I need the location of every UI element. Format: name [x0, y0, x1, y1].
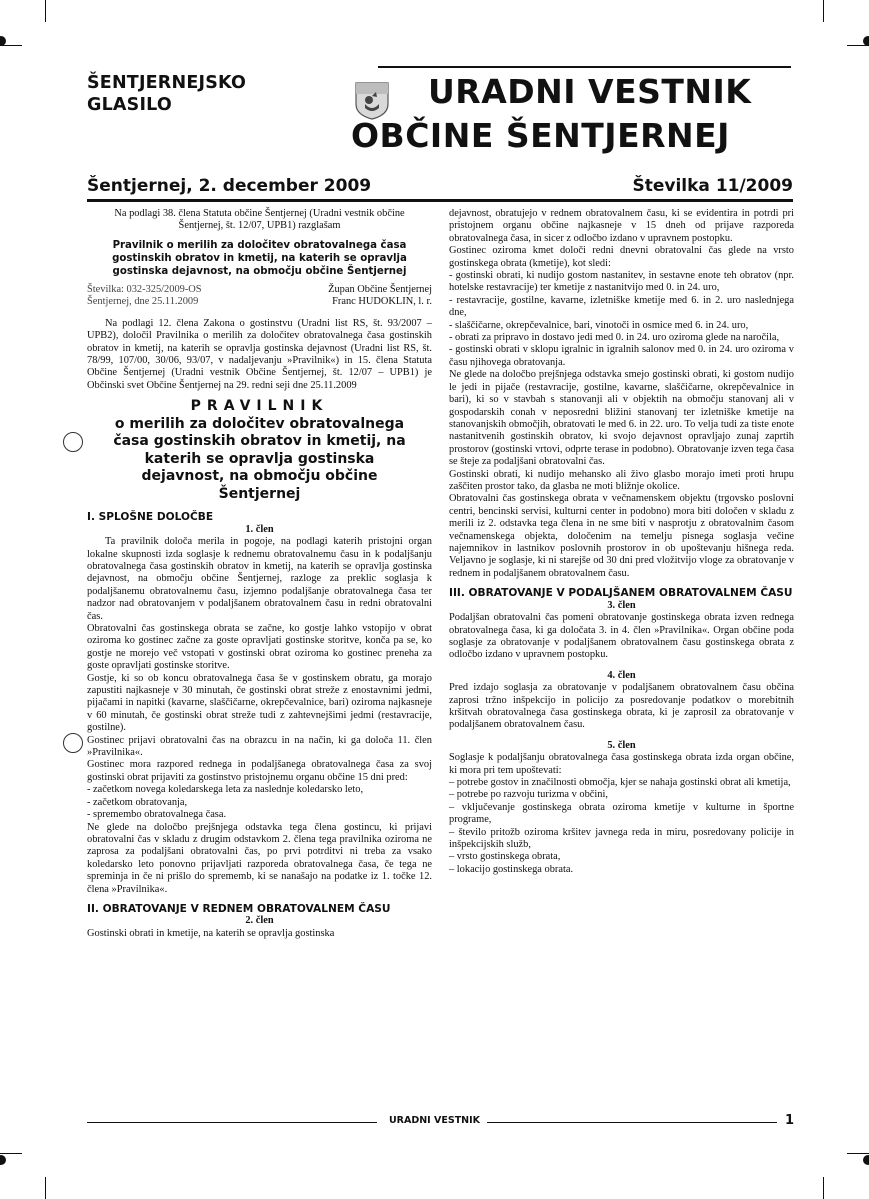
- article-paragraph: Soglasje k podaljšanju obratovalnega časa gostinskega obrata izda organ občine, ki mora pri tem upoštevati:: [449, 752, 794, 776]
- intro-paragraph: Na podlagi 38. člena Statuta občine Šentjernej (Uradni vestnik občine Šentjernej, št. 12/07, UPB1) razglašam: [114, 208, 405, 232]
- issue-number: Številka 11/2009: [632, 176, 793, 196]
- coat-of-arms-icon: [355, 82, 389, 120]
- article-paragraph: Ne glede na določbo prejšnjega odstavka tega člena gostincu, ki prijavi obratovalni čas v skladu z drugim odstavkom 2. člena tega pravilnika oziroma ne zaprosa za podaljšani obratovalni čas, po prvi potrditvi ni treba za vsako koledarsko leto ponovno prijavljati razporeda obratovalnega časa, če tega ne spreminja in če ni prišlo do sprememb, ki se nanašajo na podatke iz 1. točke 12. člena »Pravilnika«.: [87, 821, 432, 895]
- article-paragraph: Obratovalni čas gostinskega obrata se začne, ko gostje lahko vstopijo v obrat oziroma ko gostinec začne za goste opravljati gostinske storitve, konča pa se, ko gostje ne morejo več vstopati v gostinski obrat oziroma ko gostinec preneha za goste opravljati gostinske storitve.: [87, 623, 432, 672]
- article-paragraph: Podaljšan obratovalni čas pomeni obratovanje gostinskega obrata izven rednega obratovalnega časa, ki ga določata 3. in 4. člen »Pravilnika«. Organ občine poda soglasje za obratovanje v podaljšanem obratovalnem času gostinskega obrata z odločbo izdano v upravnem postopku.: [449, 612, 794, 661]
- punch-hole-mark: [63, 432, 83, 452]
- masthead-subtitle: [87, 72, 246, 116]
- section-heading: II. OBRATOVANJE V REDNEM OBRATOVALNEM ČASU: [87, 902, 391, 915]
- mayor-title: Župan Občine Šentjernej: [328, 283, 432, 295]
- list-item: – potrebe po razvoju turizma v občini,: [449, 789, 608, 801]
- list-item: – potrebe gostov in značilnosti območja, kjer se nahaja gostinski obrat ali kmetija,: [449, 776, 791, 788]
- dateline: [87, 176, 793, 198]
- article-heading: 5. člen: [607, 739, 636, 751]
- list-item: – lokacijo gostinskega obrata.: [449, 863, 574, 875]
- crop-mark: [823, 1177, 824, 1199]
- page-number: 1: [785, 1113, 795, 1128]
- article-heading: 3. člen: [607, 599, 636, 611]
- registration-mark: [863, 36, 869, 46]
- masthead-rule: [378, 66, 791, 68]
- registration-mark: [0, 1155, 6, 1165]
- article-heading: 4. člen: [607, 669, 636, 681]
- mayor-name: Franc HUDOKLIN, l. r.: [332, 296, 432, 308]
- list-item: - restavracije, gostilne, kavarne, izletniške kmetije med 6. in 2. uro naslednjega dne,: [449, 294, 794, 319]
- article-paragraph: dejavnost, obratujejo v rednem obratovalnem času, ki se evidentira in potrdi pri pristojnem organu občine najkasneje v 15 dneh od prijave razporeda obratovalnega časa, in sicer z odločbo izdano v upravnem postopku.: [449, 208, 794, 244]
- issue-date: Šentjernej, 2. december 2009: [87, 176, 372, 196]
- punch-hole-mark: [63, 733, 83, 753]
- page-title-line1: URADNI VESTNIK: [428, 72, 752, 111]
- crop-mark: [45, 1177, 46, 1199]
- crop-mark: [847, 1153, 869, 1154]
- list-item: - gostinski obrati v sklopu igralnic in igralnih salonov med 0. in 24. uro oziroma v času njihovega obratovanja.: [449, 344, 794, 368]
- article-heading: 2. člen: [245, 915, 274, 927]
- section-heading: III. OBRATOVANJE V PODALJŠANEM OBRATOVALNEM ČASU: [449, 587, 793, 600]
- document-number: Številka: 032-325/2009-OS: [87, 283, 202, 295]
- list-item: - spremembo obratovalnega časa.: [87, 809, 227, 821]
- article-paragraph: Gostinec prijavi obratovalni čas na obrazcu in na način, ki ga določa 11. člen »Pravilnika«.: [87, 734, 432, 759]
- list-item: - gostinski obrati, ki nudijo gostom nastanitev, in sestavne enote teh obratov (npr. hotelske restavracije) ter kmetije z nastanitvijo med 0. in 24. uro,: [449, 270, 794, 294]
- article-paragraph: Gostinec oziroma kmet določi redni dnevni obratovalni čas glede na vrsto gostinskega obrata (kmetije), kot sledi:: [449, 245, 794, 269]
- section-heading: I. SPLOŠNE DOLOČBE: [87, 511, 214, 524]
- list-item: - začetkom novega koledarskega leta za naslednje koledarsko leto,: [87, 784, 364, 796]
- right-column: [449, 208, 794, 876]
- regulation-title-subtitle: o merilih za določitev obratovalnega časa gostinskih obratov in kmetij, na katerih se opravlja gostinska dejavnost, na območju občine Šentjernej: [113, 415, 406, 502]
- mayor-signature: [328, 284, 432, 309]
- list-item: – vrsto gostinskega obrata,: [449, 851, 561, 863]
- regulation-title: [87, 398, 432, 503]
- article-paragraph: Obratovalni čas gostinskega obrata v večnamenskem objektu (trgovsko poslovni centri, bencinski servisi, kulturni center in podobno) mora biti določen v skladu z merili iz 2. odstavka tega člena in ne sme biti v nasprotju z obratovalnim časom večnamenskega objekta, določenim na temelju pisnega soglasja večine najemnikov in lastnikov poslovnih prostorov in ob upoštevanju hišnega reda. Veljavno je soglasje, ki ni starejše od 30 dni pred vložitvijo vloge za obratovanje v rednem in podaljšanem obratovalnem času.: [449, 493, 794, 579]
- list-item: - začetkom obratovanja,: [87, 796, 188, 808]
- list-item: – število pritožb oziroma kršitev javnega reda in miru, posredovany policije in inšpekcijskih služb,: [449, 826, 794, 850]
- preamble-paragraph: Na podlagi 12. člena Zakona o gostinstvu (Uradni list RS, št. 93/2007 – UPB2), določil Pravilnika o merilih za določitev obratovalnega časa gostinskih obratov in kmetij, na katerih se opravlja gostinska dejavnost (Uradni list RS, št. 78/99, 107/00, 30/06, 93/07, v nadaljevanju »Pravilnik«) in 15. člena Statuta Občine Šentjernej (Uradni vestnik Občine Šentjernej, št. 12/07 – UPB1) je Občinski svet Občine Šentjernej na 29. redni seji dne 25.11.2009: [87, 317, 432, 391]
- crop-mark: [0, 1153, 22, 1154]
- document-date: Šentjernej, dne 25.11.2009: [87, 296, 199, 308]
- header-rule: [87, 199, 793, 202]
- list-item: - obrati za pripravo in dostavo jedi med 0. in 24. uro oziroma glede na naročila,: [449, 332, 780, 344]
- page-title-line2: OBČINE ŠENTJERNEJ: [351, 116, 730, 155]
- article-paragraph: Ne glede na določbo prejšnjega odstavka smejo gostinski obrati, ki gostom nudijo le jedi in pijače (restavracije, gostilne, kavarne, slaščičarne, okrepčevalnice in bari), ki so v stavbah s stanovanji ali v objektih na območju stanovanj ali v gospodarskih conah v neposredni bližini stanovanj ter izletniške kmetije na stanovanjskih območjih, obratovati le med 6. in 22. uro. To velja tudi za tiste enote nastanitvenih gostinskih obratov, ki svojo dejavnost opravljajo zunaj zaprtih prostorov (gostinski vrtovi, odprte terase in podobno). Obratovanje izven tega časa se šteje za podaljšani obratovalni čas.: [449, 369, 794, 468]
- crop-mark: [45, 0, 46, 22]
- left-column: [87, 208, 432, 940]
- list-item: – vključevanje gostinskega obrata oziroma kmetije v kulturne in športne programe,: [449, 801, 794, 826]
- article-paragraph: Ta pravilnik določa merila in pogoje, na podlagi katerih pristojni organ lokalne skupnosti izda soglasje k rednemu obratovalnemu času in k podaljšanju obratovalnega časa gostinskih obratov in kmetij, na katerih se opravlja gostinska dejavnost, na območju občine Šentjernej, razloge za preklic soglasja k podaljšanemu obratovalnemu času, izjemno podaljšanje obratovalnega časa ter nadzor nad obratovanjem v podaljšanem obratovalnem času in redni obratovalni čas.: [87, 536, 432, 622]
- article-heading: 1. člen: [245, 523, 274, 535]
- masthead-subtitle-line2: GLASILO: [87, 95, 172, 115]
- article-paragraph: Gostinski obrati in kmetije, na katerih se opravlja gostinska: [87, 927, 335, 939]
- pre-title: Pravilnik o merilih za določitev obratovalnega časa gostinskih obratov in kmetij, na katerih se opravlja gostinska dejavnost, na območju občine Šentjernej: [112, 239, 407, 277]
- footer-label: URADNI VESTNIK: [388, 1115, 481, 1126]
- masthead-subtitle-line1: ŠENTJERNEJSKO: [87, 73, 247, 93]
- article-paragraph: Pred izdajo soglasja za obratovanje v podaljšanem obratovalnem času občina zaprosi tržno inšpekcijo in policijo za posredovanje podatkov o morebitnih kršitvah obratovalnega časa gostinskega obrata, ki je zaprosil za obratovanje v podaljšanem obratovalnem času.: [449, 682, 794, 731]
- crop-mark: [823, 0, 824, 22]
- document-reference: [87, 284, 202, 309]
- regulation-title-word: PRAVILNIK: [190, 398, 329, 415]
- article-paragraph: Gostje, ki so ob koncu obratovalnega časa še v gostinskem obratu, ga morajo zapustiti najkasneje v 30 minutah, če gostinski obrat streže z enostavnimi jedmi, pijačami in napitki (kavarne, slaščičarne, okrepčevalnice, bari) oziroma najkasneje v 60 minutah, če gostinski obrat streže tudi z zahtevnejšimi jedmi (restavracije, gostilne).: [87, 672, 432, 734]
- list-item: - slaščičarne, okrepčevalnice, bari, vinotoči in osmice med 6. in 24. uro,: [449, 319, 749, 331]
- article-paragraph: Gostinec mora razpored rednega in podaljšanega obratovalnega časa za svoj gostinski obrat prijaviti za gostinstvo pristojnemu organu občine 15 dni pred:: [87, 759, 432, 783]
- registration-mark: [863, 1155, 869, 1165]
- article-paragraph: Gostinski obrati, ki nudijo mehansko ali živo glasbo morajo imeti proti hrupu zaščiten prostor tako, da glasba ne moti bližnje okolice.: [449, 468, 794, 492]
- signature-block: [87, 284, 432, 310]
